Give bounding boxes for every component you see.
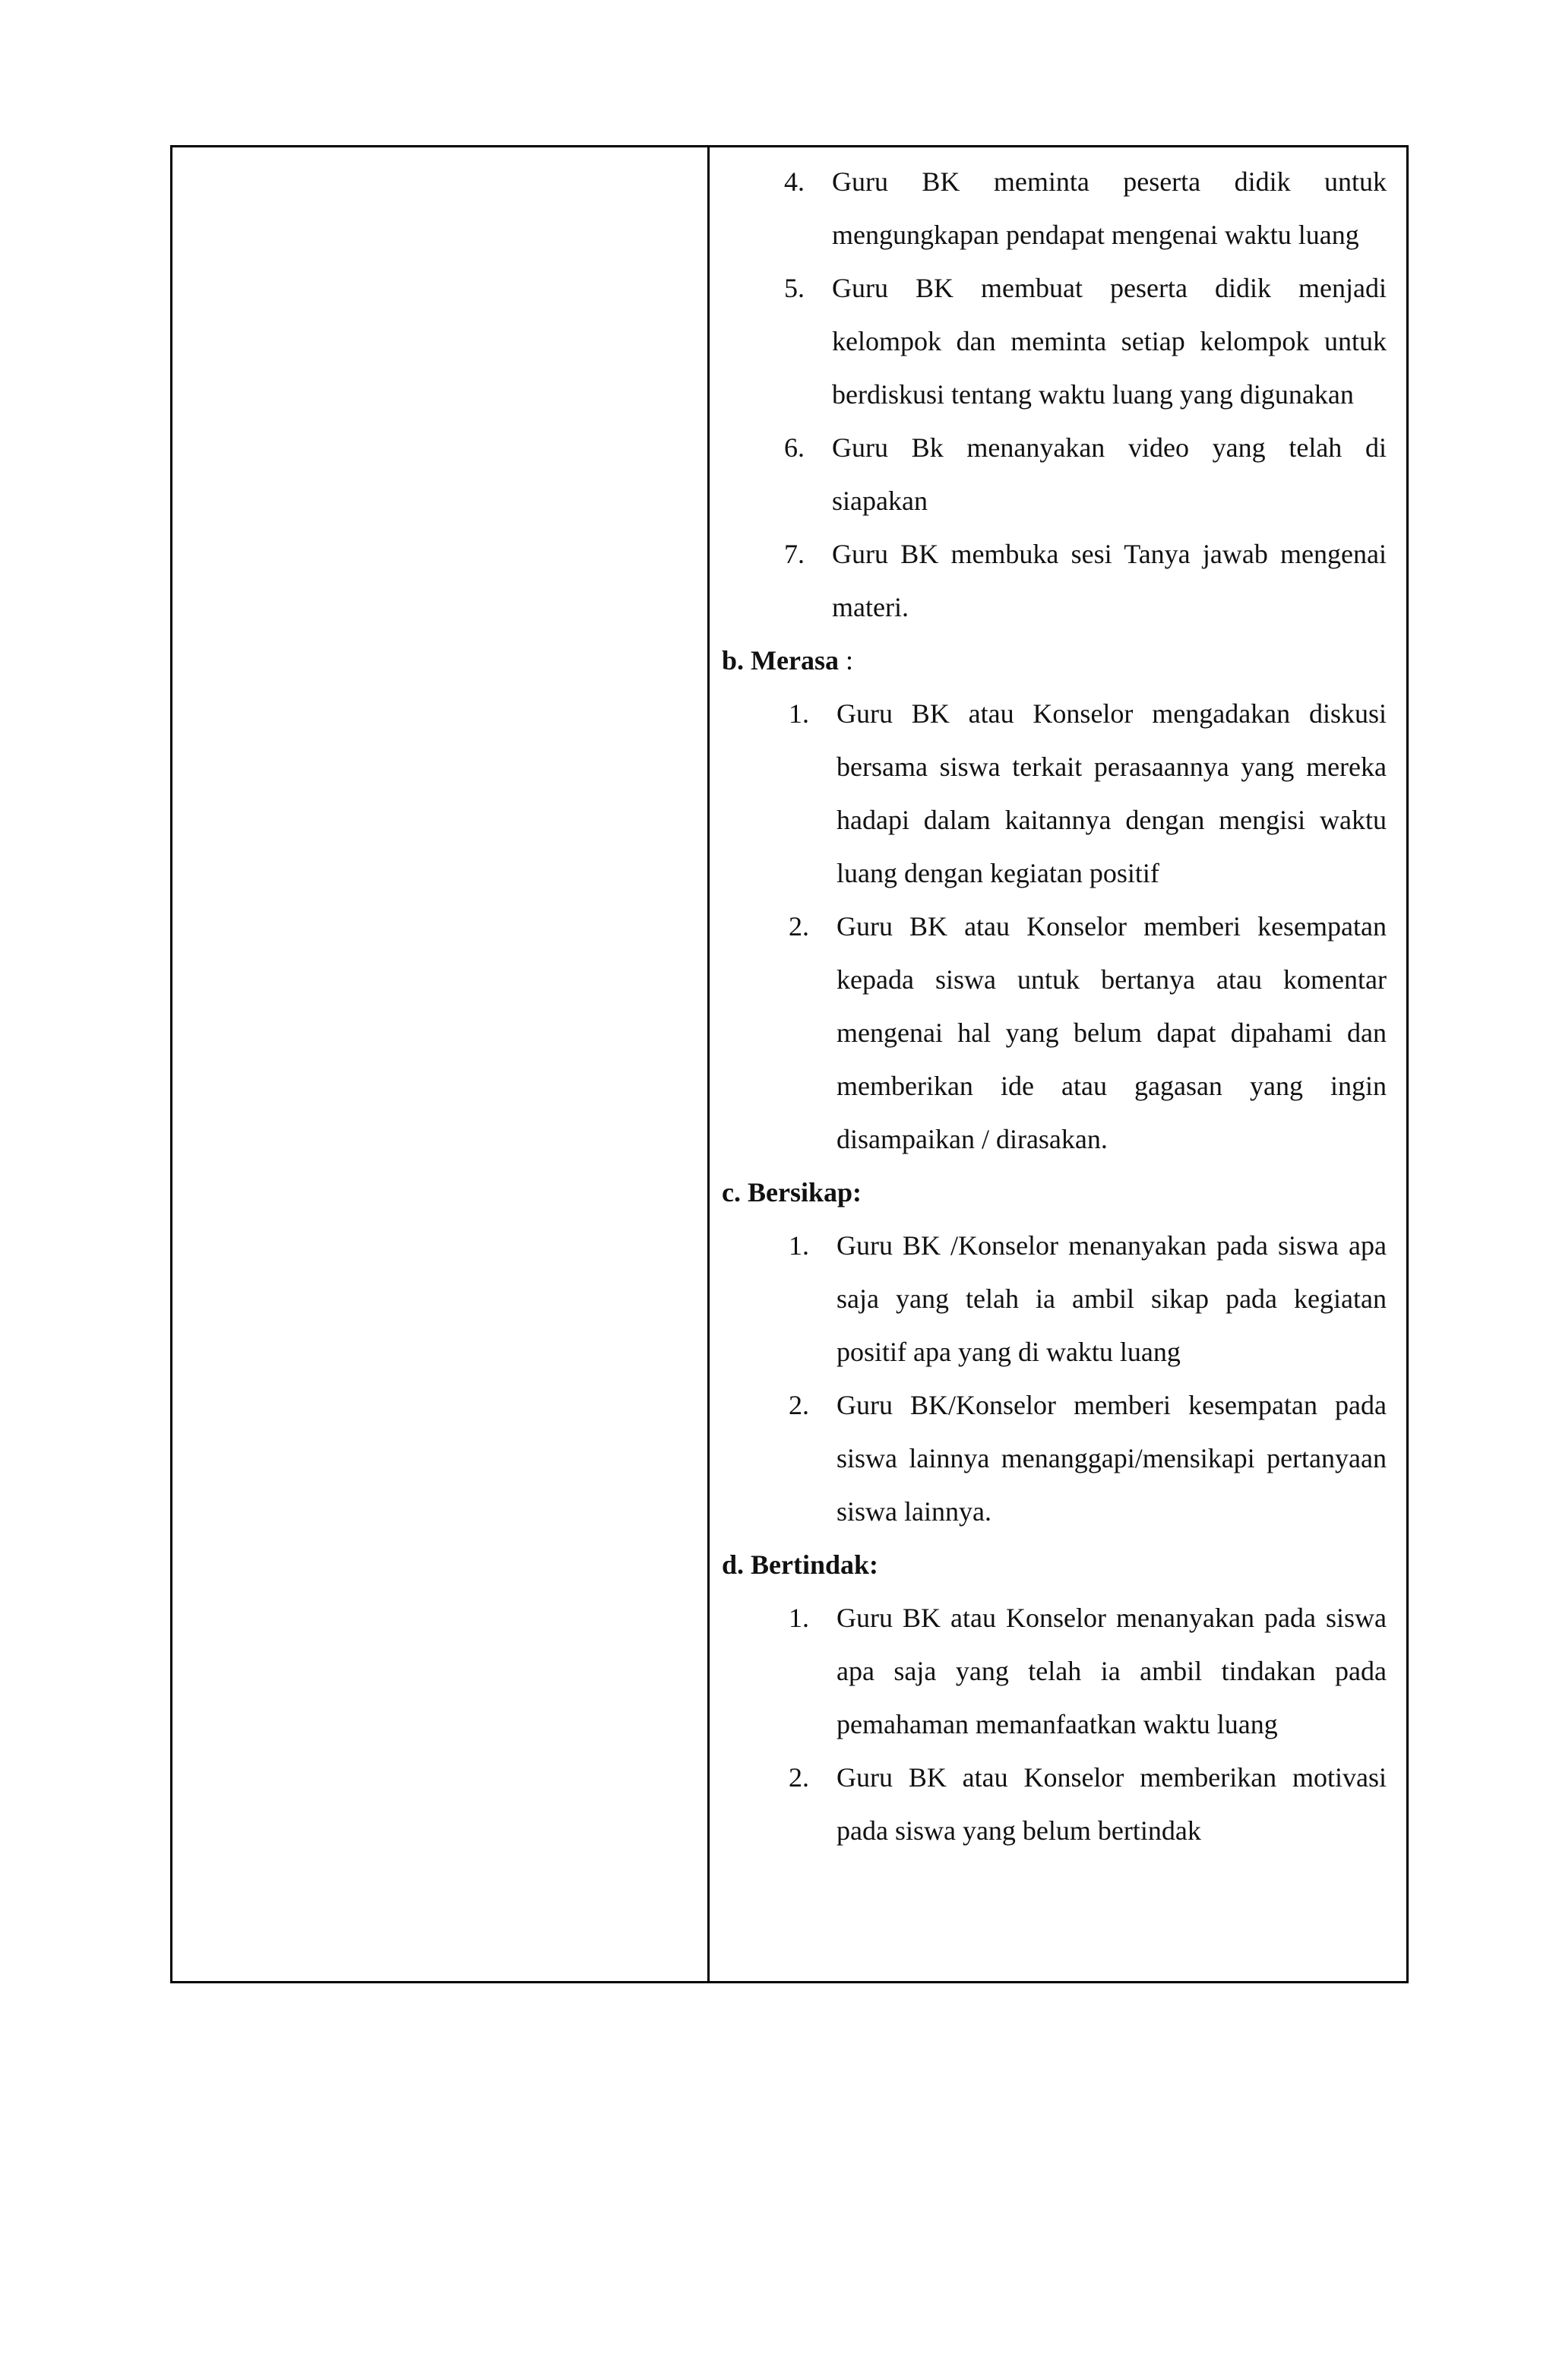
list-item-number: 7. bbox=[784, 539, 805, 569]
list-item-number: 2. bbox=[789, 1390, 809, 1420]
section-list bbox=[722, 1219, 1387, 1538]
list-item bbox=[722, 1219, 1387, 1378]
list-item bbox=[722, 687, 1387, 900]
list-item-number: 1. bbox=[789, 1603, 809, 1633]
list-item bbox=[722, 1751, 1387, 1857]
list-item-number: 4. bbox=[784, 166, 805, 197]
document-table bbox=[170, 145, 1409, 1983]
section-heading-label: b. Merasa bbox=[722, 645, 839, 676]
list-item bbox=[722, 155, 1387, 261]
list-item-text: Guru BK meminta peserta didik untuk mengungkapan pendapat mengenai waktu luang bbox=[832, 166, 1387, 250]
section-bersikap bbox=[722, 1166, 1387, 1538]
list-item bbox=[722, 421, 1387, 527]
section-heading bbox=[722, 1538, 1387, 1591]
section-heading bbox=[722, 1166, 1387, 1219]
list-item-number: 2. bbox=[789, 911, 809, 942]
table-left-column bbox=[172, 147, 710, 1981]
list-item-text: Guru BK /Konselor menanyakan pada siswa apa saja yang telah ia ambil sikap pada kegiatan positif apa yang di waktu luang bbox=[837, 1230, 1387, 1367]
list-item-text: Guru BK atau Konselor memberi kesempatan kepada siswa untuk bertanya atau komentar mengenai hal yang belum dapat dipahami dan memberikan ide atau gagasan yang ingin disampaikan / dirasakan. bbox=[837, 911, 1387, 1154]
list-item bbox=[722, 261, 1387, 421]
list-item-text: Guru BK atau Konselor menanyakan pada siswa apa saja yang telah ia ambil tindakan pada pemahaman memanfaatkan waktu luang bbox=[837, 1603, 1387, 1739]
list-item bbox=[722, 1591, 1387, 1751]
list-item-text: Guru BK membuat peserta didik menjadi kelompok dan meminta setiap kelompok untuk berdiskusi tentang waktu luang yang digunakan bbox=[832, 273, 1387, 410]
activity-list-continued bbox=[722, 155, 1387, 634]
list-item-text: Guru BK membuka sesi Tanya jawab mengenai materi. bbox=[832, 539, 1387, 622]
list-item-text: Guru BK atau Konselor mengadakan diskusi bersama siswa terkait perasaannya yang mereka hadapi dalam kaitannya dengan mengisi waktu luang dengan kegiatan positif bbox=[837, 698, 1387, 888]
list-item bbox=[722, 527, 1387, 634]
table-right-column bbox=[710, 147, 1406, 1981]
list-item-number: 1. bbox=[789, 1230, 809, 1261]
section-heading-label: c. Bersikap: bbox=[722, 1177, 862, 1207]
section-list bbox=[722, 1591, 1387, 1857]
list-item bbox=[722, 900, 1387, 1166]
list-item-number: 2. bbox=[789, 1762, 809, 1793]
section-bertindak bbox=[722, 1538, 1387, 1857]
section-list bbox=[722, 687, 1387, 1166]
list-item-text: Guru Bk menanyakan video yang telah di siapakan bbox=[832, 432, 1387, 516]
list-item-number: 5. bbox=[784, 273, 805, 303]
list-item-text: Guru BK atau Konselor memberikan motivasi pada siswa yang belum bertindak bbox=[837, 1762, 1387, 1846]
list-item bbox=[722, 1378, 1387, 1538]
list-item-text: Guru BK/Konselor memberi kesempatan pada siswa lainnya menanggapi/mensikapi pertanyaan siswa lainnya. bbox=[837, 1390, 1387, 1527]
section-heading bbox=[722, 634, 1387, 687]
section-heading-colon: : bbox=[838, 645, 853, 676]
list-item-number: 6. bbox=[784, 432, 805, 463]
section-merasa bbox=[722, 634, 1387, 1166]
section-heading-label: d. Bertindak: bbox=[722, 1549, 879, 1580]
list-item-number: 1. bbox=[789, 698, 809, 729]
